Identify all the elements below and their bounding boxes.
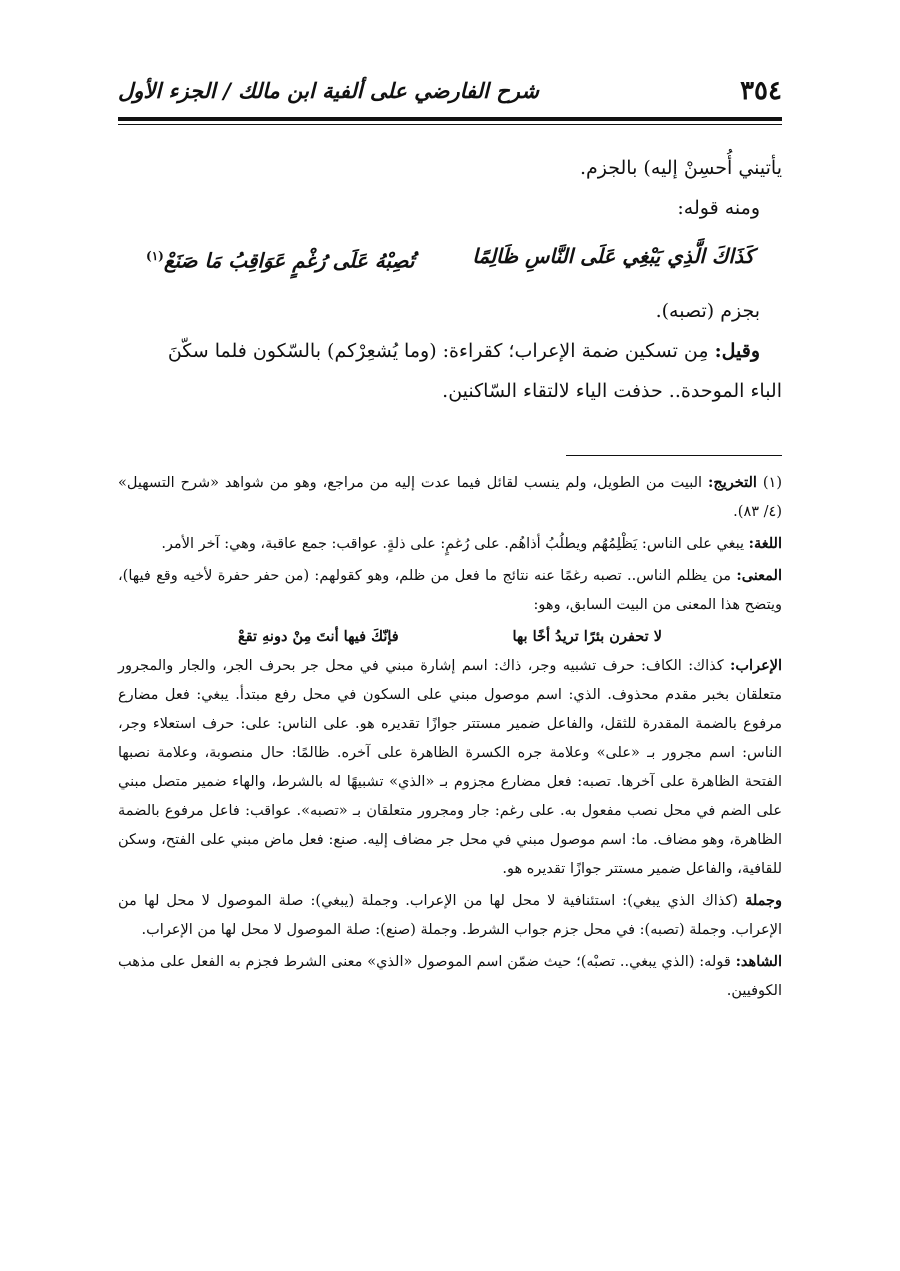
text-line: بجزم (تصبه). — [655, 299, 760, 322]
footnote-text: قوله: (الذي يبغي.. تصبْه)؛ حيث ضمّن اسم الموصول «الذي» معنى الشرط فجزم به الفعل على مذهب الكوفيين. — [118, 954, 782, 999]
footnote-text: كذاك: الكاف: حرف تشبيه وجر، ذاك: اسم إشارة مبني في محل جر بحرف الجر، والجار والمجرور متعلقان بخبر مقدم محذوف. الذي: اسم موصول مبني على السكون في محل رفع مبتدأ. يبغي: فعل مضارع مرفوع بالضمة المقدرة للثقل، والفاعل ضمير مستتر جوازًا تقديره هو. على الناس: على: حرف استعلاء وجر، الناس: اسم مجرور بـ «على» وعلامة جره الكسرة الظاهرة على آخره. ظالمًا: حال منصوبة، وعلامة نصبها الفتحة الظاهرة على آخرها. تصبه: فعل مضارع مجزوم بـ «الذي» تشبيهًا له بالشرط، والهاء ضمير متصل مبني على الضم في محل نصب مفعول به. على رغم: جار ومجرور متعلقان بـ «تصبه». عواقب: فاعل مرفوع بالضمة الظاهرة، وهو مضاف. ما: اسم موصول مبني في محل جر مضاف إليه. صنع: فعل ماض مبني على الفتح، وسكن للقافية، والفاعل ضمير مستتر جوازًا تقديره هو. — [118, 658, 782, 877]
footnote-verse-second: فإنّكَ فيها أنتَ مِنْ دونهِ تقعْ — [238, 628, 399, 645]
text-line: يأتيني أُحسِنْ إليه) بالجزم. — [579, 157, 782, 179]
footnote-number: (١) — [762, 475, 783, 491]
verse-first-hemistich: كَذَاكَ الَّذِي يَبْغِي عَلَى النَّاسِ ظَالِمًا — [472, 244, 754, 268]
poetry-verse — [118, 236, 782, 281]
footnote-label: اللغة: — [748, 535, 782, 552]
footnote-text: البيت من الطويل، ولم ينسب لقائل فيما عدت إليه من مراجع، وهو من شواهد «شرح التسهيل» (٤/ ٨٣). — [118, 475, 782, 520]
footnote-text: (كذاك الذي يبغي): استئنافية لا محل لها من الإعراب. وجملة (يبغي): صلة الموصول لا محل لها من الإعراب. وجملة (تصبه): في محل جزم جواب الشرط. وجملة (صنع): صلة الموصول لا محل لها من الإعراب. — [118, 893, 782, 938]
text-line: الباء الموحدة.. حذفت الياء لالتقاء السّاكنين. — [442, 379, 782, 402]
footnote-maana — [118, 561, 782, 620]
footnote-lugha — [118, 529, 782, 559]
main-text — [118, 148, 782, 411]
text-line: ومنه قوله: — [677, 197, 760, 219]
verse-second-hemistich: تُصِبْهُ عَلَى رُغْمٍ عَوَاقِبُ مَا صَنَعْ$^{(١)}$ — [146, 248, 415, 273]
footnote-verse — [118, 622, 782, 651]
footnote-label: الإعراب: — [730, 657, 783, 674]
footnote-reference[interactable]: (١) — [146, 249, 164, 263]
footnote-jumla — [118, 886, 782, 945]
footnote-verse-first: لا تحفرن بئرًا تريدُ أخًا بها — [512, 628, 662, 645]
footnote-label: المعنى: — [736, 567, 782, 584]
footnote-label: التخريج: — [708, 474, 757, 491]
page-number: ٣٥٤ — [740, 76, 782, 106]
footnote-label: وجملة — [745, 892, 783, 909]
header-rule-thick — [118, 117, 782, 121]
footnote-shahid — [118, 947, 782, 1006]
footnote-label: الشاهد: — [735, 953, 782, 970]
footnotes — [118, 468, 782, 1008]
paragraph — [118, 331, 782, 371]
paragraph-label: وقيل: — [714, 339, 760, 362]
footnote-separator — [566, 455, 782, 456]
running-title: شرح الفارضي على ألفية ابن مالك / الجزء الأول — [118, 78, 539, 103]
footnote-text: من يظلم الناس.. تصبه رغمًا عنه نتائج ما فعل من ظلم، وهو كقولهم: (من حفر حفرة لأخيه وقع فيها)، ويتضح هذا المعنى من البيت السابق، وهو: — [118, 568, 782, 613]
paragraph-text: مِن تسكين ضمة الإعراب؛ كقراءة: (وما يُشعِرْكم) بالسّكون فلما سكّنَ — [167, 339, 709, 362]
page-header — [118, 74, 782, 110]
footnote-text: يبغي على الناس: يَظْلِمُهُم ويطلُبُ أذاهُم. على رُغمٍ: على ذلةٍ. عواقب: جمع عاقبة، وهي: آخر الأمر. — [161, 536, 745, 552]
footnote-takhrij — [118, 468, 782, 527]
footnote-irab — [118, 651, 782, 884]
header-rule-thin — [118, 124, 782, 125]
